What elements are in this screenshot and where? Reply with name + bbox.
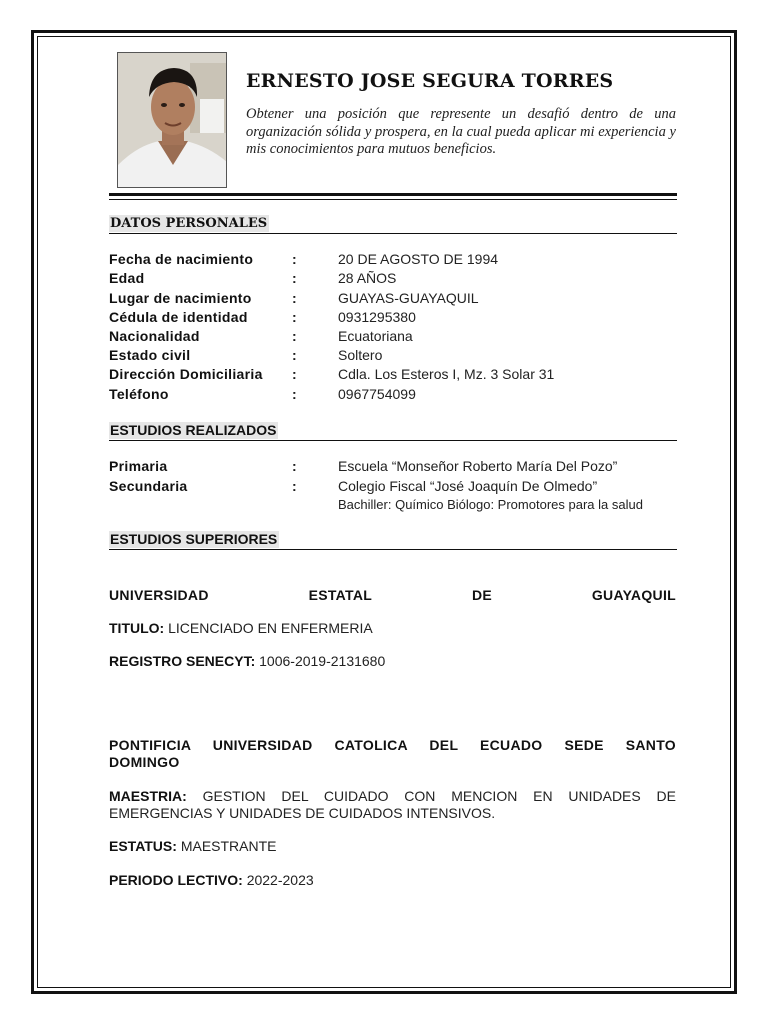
row-colon: : (292, 347, 297, 363)
row-label: Cédula de identidad (109, 309, 248, 325)
row-value: Ecuatoriana (338, 328, 413, 344)
titulo-label: TITULO: (109, 620, 165, 636)
row-colon: : (292, 290, 297, 306)
bachiller-note: Bachiller: Químico Biólogo: Promotores para la salud (338, 497, 643, 512)
row-label: Dirección Domiciliaria (109, 366, 263, 382)
row-colon: : (292, 328, 297, 344)
registro-value: 1006-2019-2131680 (259, 653, 386, 669)
header-divider-thin (109, 199, 677, 200)
maestria-value: GESTION DEL CUIDADO CON MENCION EN UNIDADES DE EMERGENCIAS Y UNIDADES DE CUIDADOS INTENSIVOS. (109, 788, 676, 821)
estatus-label: ESTATUS: (109, 838, 177, 854)
education-row (109, 477, 677, 496)
section-title-estudios-superiores: ESTUDIOS SUPERIORES (110, 531, 278, 547)
university-word: GUAYAQUIL (591, 587, 676, 603)
personal-row (109, 308, 677, 327)
row-colon: : (292, 458, 297, 474)
row-value: GUAYAS-GUAYAQUIL (338, 290, 479, 306)
periodo-label: PERIODO LECTIVO: (109, 872, 243, 888)
section-rule (109, 233, 677, 234)
row-value: 28 AÑOS (338, 270, 397, 286)
candidate-name: ERNESTO JOSE SEGURA TORRES (246, 70, 614, 92)
profile-photo (117, 52, 227, 188)
row-label: Teléfono (109, 386, 169, 402)
row-value: Colegio Fiscal “José Joaquín De Olmedo” (338, 478, 598, 494)
header-divider-thick (109, 193, 677, 196)
registro-line (109, 653, 676, 670)
registro-label: REGISTRO SENECYT: (109, 653, 256, 669)
personal-row (109, 365, 677, 384)
education-row (109, 457, 677, 476)
personal-row (109, 346, 677, 365)
row-value: 0931295380 (338, 309, 416, 325)
university-word: ESTATAL (308, 587, 373, 603)
personal-row (109, 327, 677, 346)
university-word: UNIVERSIDAD (109, 587, 209, 603)
career-objective: Obtener una posición que represente un desafió dentro de una organización sólida y prospera, en la cual pueda aplicar mi experiencia y mis conocimientos para mutuos beneficios. (246, 106, 676, 157)
row-label: Edad (109, 270, 145, 286)
periodo-line (109, 872, 676, 889)
personal-row (109, 385, 677, 404)
row-colon: : (292, 386, 297, 402)
row-colon: : (292, 251, 297, 267)
maestria-label: MAESTRIA: (109, 788, 187, 804)
row-label: Secundaria (109, 478, 188, 494)
row-label: Lugar de nacimiento (109, 290, 252, 306)
section-rule (109, 549, 677, 550)
row-label: Nacionalidad (109, 328, 200, 344)
titulo-value: LICENCIADO EN ENFERMERIA (168, 620, 373, 636)
university-name-1 (109, 587, 676, 603)
section-title-datos-personales: DATOS PERSONALES (110, 216, 268, 231)
row-value: 20 DE AGOSTO DE 1994 (338, 251, 499, 267)
row-label: Estado civil (109, 347, 191, 363)
row-label: Primaria (109, 458, 168, 474)
section-title-estudios-realizados: ESTUDIOS REALIZADOS (110, 422, 277, 438)
periodo-value: 2022-2023 (246, 872, 314, 888)
section-rule (109, 440, 677, 441)
row-value: Soltero (338, 347, 383, 363)
estatus-line (109, 838, 676, 855)
titulo-line (109, 620, 676, 637)
personal-row (109, 250, 677, 269)
university-name-2: PONTIFICIA UNIVERSIDAD CATOLICA DEL ECUADO SEDE SANTO DOMINGO (109, 737, 676, 770)
university-word: DE (471, 587, 493, 603)
row-label: Fecha de nacimiento (109, 251, 254, 267)
estatus-value: MAESTRANTE (180, 838, 277, 854)
row-value: 0967754099 (338, 386, 416, 402)
row-value: Escuela “Monseñor Roberto María Del Pozo” (338, 458, 618, 474)
maestria-line (109, 788, 676, 822)
row-value: Cdla. Los Esteros I, Mz. 3 Solar 31 (338, 366, 555, 382)
personal-row (109, 289, 677, 308)
row-colon: : (292, 309, 297, 325)
row-colon: : (292, 270, 297, 286)
personal-row (109, 269, 677, 288)
row-colon: : (292, 366, 297, 382)
row-colon: : (292, 478, 297, 494)
